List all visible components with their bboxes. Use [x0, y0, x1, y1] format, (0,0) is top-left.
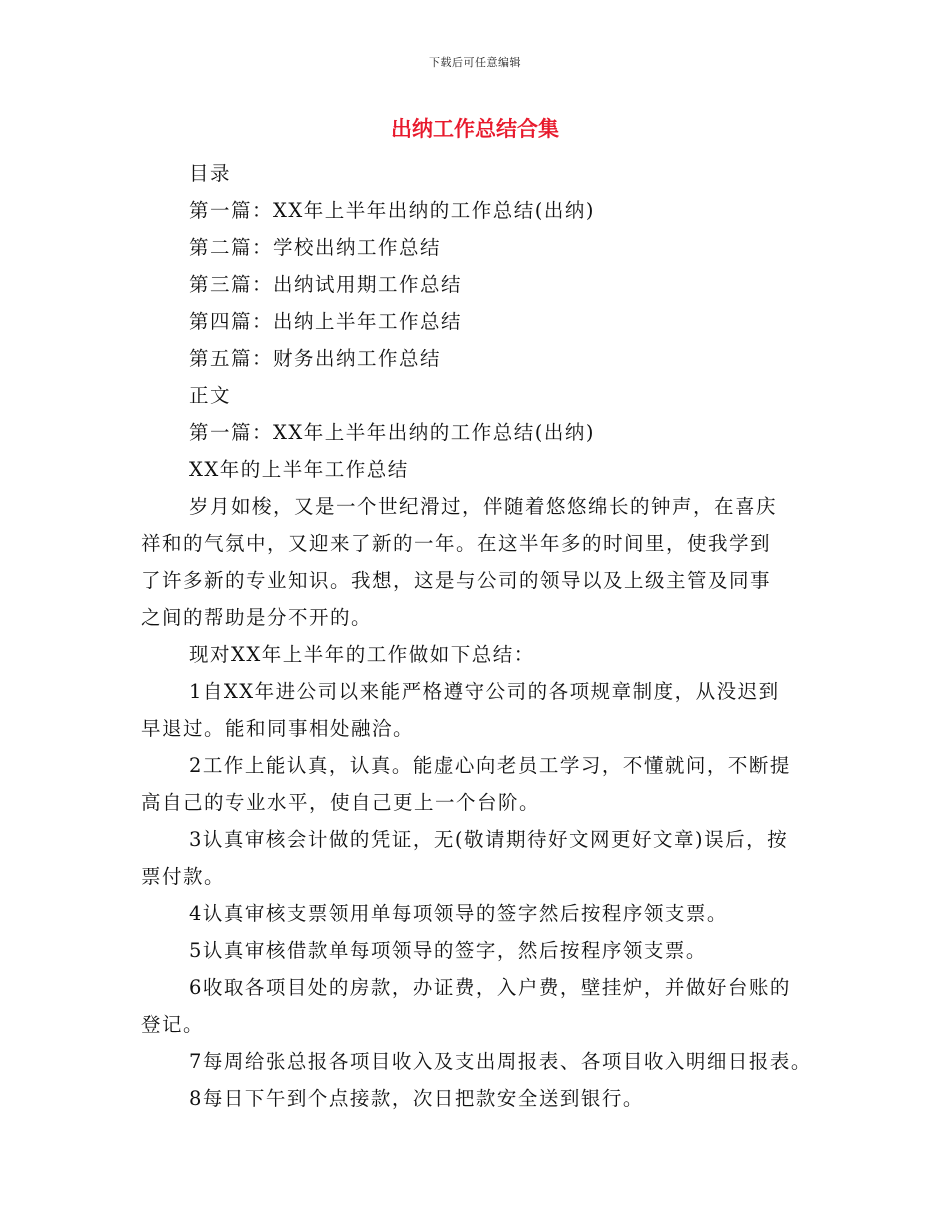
- document-title: 出纳工作总结合集: [391, 117, 559, 141]
- toc-item-1: 第一篇：XX年上半年出纳的工作总结(出纳): [189, 199, 595, 222]
- document-body: [141, 155, 821, 1117]
- paragraph-line: 高自己的专业水平，使自己更上一个台阶。: [141, 791, 541, 814]
- toc-item-4: 第四篇：出纳上半年工作总结: [189, 310, 463, 333]
- body-heading: 正文: [189, 384, 232, 407]
- paragraph-6: [141, 895, 821, 932]
- paragraph-line: 之间的帮助是分不开的。: [141, 606, 373, 629]
- paragraph-line: 了许多新的专业知识。我想，这是与公司的领导以及上级主管及同事: [141, 569, 772, 592]
- section-title: 第一篇：XX年上半年出纳的工作总结(出纳): [189, 421, 595, 444]
- paragraph-line: 岁月如梭，又是一个世纪滑过，伴随着悠悠绵长的钟声，在喜庆: [189, 495, 778, 518]
- paragraph-line: 祥和的气氛中，又迎来了新的一年。在这半年多的时间里，使我学到: [141, 532, 772, 555]
- paragraph-line: 4认真审核支票领用单每项领导的签字然后按程序领支票。: [189, 902, 728, 925]
- paragraph-line: 2工作上能认真，认真。能虚心向老员工学习，不懂就问，不断提: [189, 754, 791, 777]
- toc-item-2: 第二篇：学校出纳工作总结: [189, 236, 442, 259]
- section-subtitle: XX年的上半年工作总结: [189, 458, 409, 481]
- paragraph-line: 1自XX年进公司以来能严格遵守公司的各项规章制度，从没迟到: [189, 680, 780, 703]
- paragraph-line: 登记。: [141, 1013, 205, 1036]
- paragraph-9: [141, 1043, 821, 1080]
- paragraph-8: [141, 969, 821, 1043]
- paragraph-line: 5认真审核借款单每项领导的签字，然后按程序领支票。: [189, 939, 707, 962]
- toc-item-3: 第三篇：出纳试用期工作总结: [189, 273, 463, 296]
- toc-heading: 目录: [189, 162, 232, 185]
- paragraph-line: 3认真审核会计做的凭证，无(敬请期待好文网更好文章)误后，按: [189, 828, 789, 851]
- paragraph-line: 8每日下午到个点接款，次日把款安全送到银行。: [189, 1087, 644, 1110]
- paragraph-2: [141, 636, 821, 673]
- page-header-note: 下载后可任意编辑: [429, 56, 521, 69]
- paragraph-10: [141, 1080, 821, 1117]
- paragraph-line: 6收取各项目处的房款，办证费，入户费，壁挂炉，并做好台账的: [189, 976, 791, 999]
- paragraph-1: [141, 488, 821, 636]
- paragraph-3: [141, 673, 821, 747]
- toc-item-5: 第五篇：财务出纳工作总结: [189, 347, 442, 370]
- paragraph-4: [141, 747, 821, 821]
- paragraph-line: 现对XX年上半年的工作做如下总结：: [189, 643, 535, 666]
- paragraph-line: 早退过。能和同事相处融洽。: [141, 717, 415, 740]
- paragraph-5: [141, 821, 821, 895]
- paragraph-line: 7每周给张总报各项目收入及支出周报表、各项目收入明细日报表。: [189, 1050, 812, 1073]
- paragraph-7: [141, 932, 821, 969]
- paragraph-line: 票付款。: [141, 865, 226, 888]
